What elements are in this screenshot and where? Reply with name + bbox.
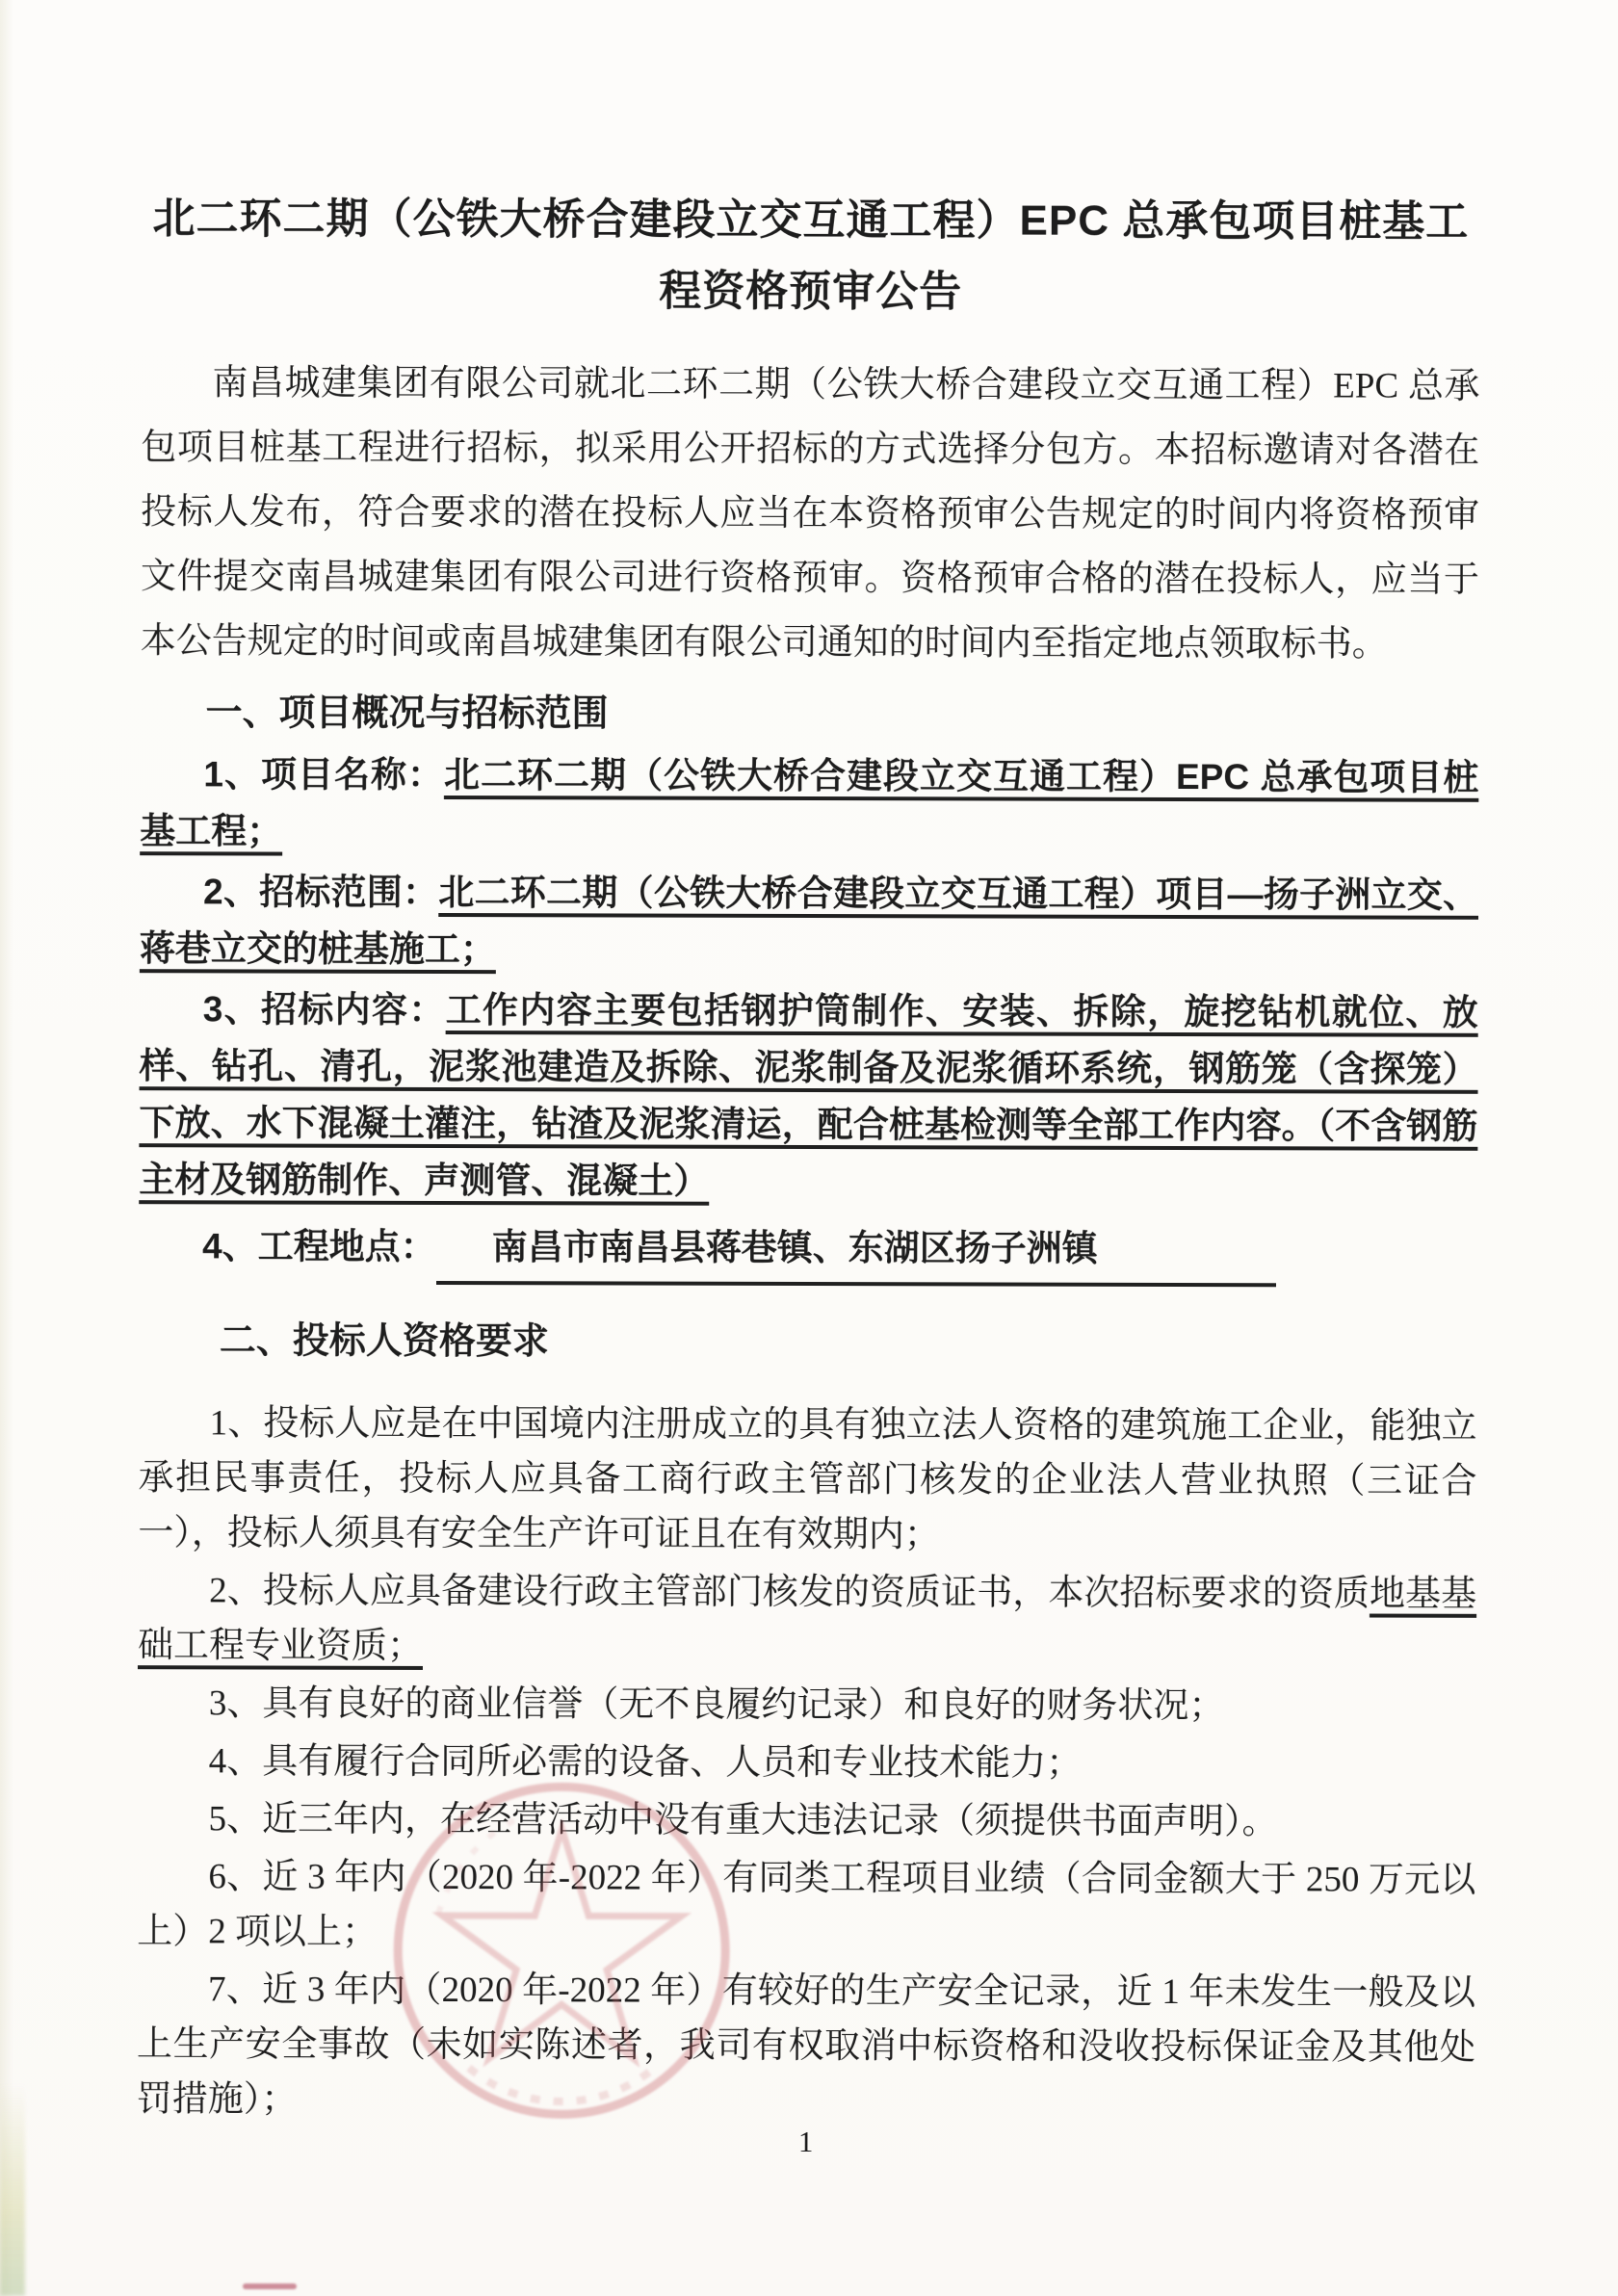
requirement-7-text: 7、近 3 年内（2020 年-2022 年）有较好的生产安全记录，近 1 年未发生一般及以上生产安全事故（未如实陈述者，我司有权取消中标资格和没收投标保证金及其他处罚措施）； bbox=[136, 1970, 1476, 2120]
ink-smudge bbox=[243, 2283, 297, 2289]
requirement-item-1 bbox=[138, 1396, 1476, 1564]
requirement-item-5 bbox=[137, 1791, 1475, 1850]
page-number: 1 bbox=[797, 2124, 814, 2159]
requirement-2-text: 2、投标人应具备建设行政主管部门核发的资质证书，本次招标要求的资质 bbox=[209, 1571, 1370, 1614]
bid-scope-label: 2、招标范围： bbox=[203, 872, 439, 912]
requirement-3-text: 3、具有良好的商业信誉（无不良履约记录）和良好的财务状况； bbox=[208, 1683, 1225, 1727]
requirement-item-4 bbox=[138, 1734, 1476, 1792]
project-location-label: 4、工程地点： bbox=[202, 1226, 436, 1266]
bid-content-item bbox=[139, 981, 1478, 1213]
requirement-item-7 bbox=[137, 1962, 1475, 2130]
document-body bbox=[0, 183, 1618, 2130]
bid-content-label: 3、招标内容： bbox=[202, 989, 446, 1031]
document-title: 北二环二期（公铁大桥合建段立交互通工程）EPC 总承包项目桩基工程资格预审公告 bbox=[152, 195, 1470, 316]
section-2-heading: 二、投标人资格要求 bbox=[219, 1320, 549, 1363]
bid-scope-value: 北二环二期（公铁大桥合建段立交互通工程）项目—扬子洲立交、蒋巷立交的桩基施工； bbox=[139, 872, 1479, 970]
project-location-value: 南昌市南昌县蒋巷镇、东湖区扬子洲镇 bbox=[436, 1219, 1276, 1287]
requirement-item-6 bbox=[137, 1849, 1475, 1963]
requirement-4-text: 4、具有履行合同所必需的设备、人员和专业技术能力； bbox=[208, 1741, 1083, 1784]
bid-content-value: 工作内容主要包括钢护筒制作、安装、拆除，旋挖钻机就位、放样、钻孔、清孔，泥浆池建造及拆除、泥浆制备及泥浆循环系统，钢筋笼（含探笼）下放、水下混凝土灌注，钻渣及泥浆清运，配合桩基检测等全部工作内容。（不含钢筋主材及钢筋制作、声测管、混凝土） bbox=[139, 990, 1478, 1201]
project-name-label: 1、项目名称： bbox=[203, 754, 445, 796]
section-1-heading: 一、项目概况与招标范围 bbox=[205, 692, 609, 735]
requirement-2-underline: 地基基础工程专业资质； bbox=[137, 1574, 1477, 1666]
scan-edge-artifact bbox=[0, 2084, 25, 2296]
project-location-item bbox=[139, 1218, 1477, 1288]
requirement-5-text: 5、近三年内，在经营活动中没有重大违法记录（须提供书面声明）。 bbox=[208, 1799, 1278, 1842]
requirement-item-2 bbox=[138, 1563, 1476, 1677]
requirement-1-text: 1、投标人应是在中国境内注册成立的具有独立法人资格的建筑施工企业，能独立承担民事责任，投标人应具备工商行政主管部门核发的企业法人营业执照（三证合一），投标人须具有安全生产许可证且在有效期内； bbox=[138, 1403, 1477, 1555]
requirement-item-3 bbox=[138, 1676, 1476, 1735]
project-name-item bbox=[140, 746, 1478, 864]
bid-scope-item bbox=[140, 864, 1478, 981]
requirement-6-text: 6、近 3 年内（2020 年-2022 年）有同类工程项目业绩（合同金额大于 250 万元以上）2 项以上； bbox=[137, 1857, 1476, 1952]
project-name-value: 北二环二期（公铁大桥合建段立交互通工程）EPC 总承包项目桩基工程； bbox=[140, 755, 1479, 851]
intro-paragraph: 南昌城建集团有限公司就北二环二期（公铁大桥合建段立交互通工程）EPC 总承包项目桩基工程进行招标，拟采用公开招标的方式选择分包方。本招标邀请对各潜在投标人发布，符合要求的潜在投标人应当在本资格预审公告规定的时间内将资格预审文件提交南昌城建集团有限公司进行资格预审。资格预审合格的潜在投标人，应当于本公告规定的时间或南昌城建集团有限公司通知的时间内至指定地点领取标书。 bbox=[140, 363, 1480, 665]
